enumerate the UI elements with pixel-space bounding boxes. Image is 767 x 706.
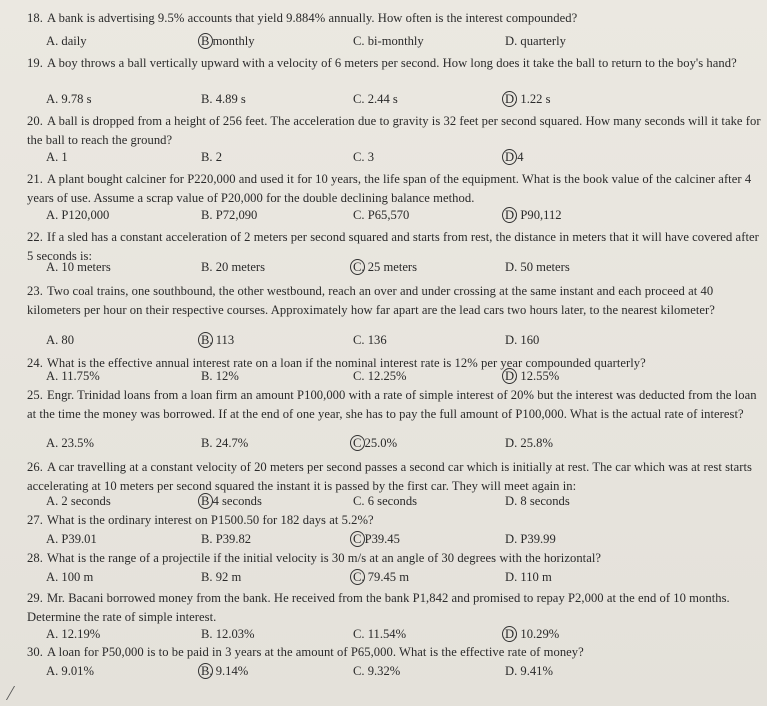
choice-b	[201, 206, 257, 224]
choice-value: 10 meters	[61, 260, 111, 274]
choice-c	[353, 331, 387, 349]
choice-d	[505, 625, 559, 643]
choice-letter: C.	[353, 92, 365, 106]
circled-choice-letter: C	[353, 436, 362, 450]
choice-value: P120,000	[61, 208, 110, 222]
circled-choice-letter: D	[505, 150, 515, 164]
choice-c	[353, 434, 397, 452]
question-27-text	[27, 511, 762, 530]
choice-letter: A.	[46, 208, 59, 222]
question-21-choices	[46, 206, 766, 226]
choice-b	[201, 90, 246, 108]
choice-c	[353, 367, 407, 385]
choice-value: 12.19%	[61, 627, 101, 641]
question-prompt: A plant bought calciner for P220,000 and used it for 10 years, the life span of the equipment. What is the book value of the calciner after 4 years of use. Assume a scrap value of P20,000 for the double declining balance method.	[27, 172, 752, 205]
choice-letter: D.	[505, 34, 518, 48]
choice-value: 9.14%	[215, 664, 249, 678]
choice-value: 4.89 s	[215, 92, 246, 106]
choice-value: 4	[517, 150, 524, 164]
choice-value: 9.41%	[520, 664, 553, 678]
circled-choice-letter: D.	[505, 208, 518, 222]
choice-value: 136	[367, 333, 387, 347]
choice-d	[505, 258, 570, 276]
question-20-choices	[46, 148, 766, 168]
question-number: 22.	[27, 230, 43, 244]
question-19-choices	[46, 90, 766, 110]
choice-b	[201, 625, 255, 643]
choice-letter: C.	[353, 369, 365, 383]
choice-letter: A.	[46, 150, 59, 164]
choice-value: 160	[520, 333, 540, 347]
circled-choice-letter: B.	[201, 664, 213, 678]
choice-letter: B.	[201, 150, 213, 164]
question-number: 29.	[27, 591, 43, 605]
question-20-text	[27, 112, 762, 149]
question-prompt: What is the effective annual interest rate on a loan if the nominal interest rate is 12% per year compounded quarterly?	[47, 356, 646, 370]
question-21-text	[27, 170, 762, 207]
question-25-text	[27, 386, 762, 423]
question-number: 19.	[27, 56, 43, 70]
choice-d	[505, 32, 566, 50]
choice-letter: A.	[46, 369, 59, 383]
choice-value: 10.29%	[520, 627, 560, 641]
choice-value: 3	[367, 150, 375, 164]
choice-letter: C.	[353, 34, 365, 48]
choice-value: 9.32%	[367, 664, 401, 678]
choice-a	[46, 662, 94, 680]
choice-a	[46, 206, 109, 224]
choice-c	[353, 206, 409, 224]
choice-b	[201, 331, 234, 349]
question-prompt: What is the range of a projectile if the initial velocity is 30 m/s at an angle of 30 degrees with the horizontal?	[47, 551, 602, 565]
question-18-text	[27, 9, 762, 28]
choice-value: 9.78 s	[61, 92, 92, 106]
choice-value: P39.82	[215, 532, 252, 546]
choice-value: 92 m	[215, 570, 242, 584]
choice-value: 25 meters	[367, 260, 418, 274]
choice-c	[353, 90, 398, 108]
question-19-text	[27, 54, 762, 73]
choice-value: 23.5%	[61, 436, 94, 450]
question-30-text	[27, 643, 762, 662]
choice-letter: C.	[353, 150, 365, 164]
choice-value: monthly	[212, 34, 255, 48]
question-29-text	[27, 589, 762, 626]
question-number: 21.	[27, 172, 43, 186]
choice-letter: B.	[201, 92, 213, 106]
choice-letter: A.	[46, 570, 59, 584]
circled-choice-letter: C	[353, 532, 362, 546]
choice-letter: C.	[353, 627, 365, 641]
choice-value: 11.75%	[61, 369, 100, 383]
choice-value: bi-monthly	[367, 34, 424, 48]
choice-letter: D.	[505, 570, 518, 584]
choice-value: P90,112	[520, 208, 562, 222]
choice-letter: C.	[353, 664, 365, 678]
circled-choice-letter: B	[201, 34, 210, 48]
question-29-choices	[46, 625, 766, 645]
choice-value: P72,090	[215, 208, 258, 222]
choice-value: quarterly	[520, 34, 566, 48]
question-prompt: Mr. Bacani borrowed money from the bank. He received from the bank P1,842 and promised to repay P2,000 at the end of 10 months. Determine the rate of simple interest.	[27, 591, 730, 624]
choice-b	[201, 258, 265, 276]
choice-d	[505, 331, 539, 349]
question-prompt: A boy throws a ball vertically upward with a velocity of 6 meters per second. How long does it take the ball to return to the boy's hand?	[47, 56, 737, 70]
choice-d	[505, 367, 559, 385]
question-26-choices	[46, 492, 766, 512]
question-prompt: What is the ordinary interest on P1500.50 for 182 days at 5.2%?	[47, 513, 374, 527]
choice-value: 2.44 s	[367, 92, 398, 106]
choice-letter: A.	[46, 532, 59, 546]
choice-value: 6 seconds	[367, 494, 418, 508]
question-28-choices	[46, 568, 766, 588]
choice-d	[505, 662, 553, 680]
choice-value: 2 seconds	[61, 494, 111, 508]
choice-value: P65,570	[367, 208, 410, 222]
choice-b	[201, 662, 248, 680]
question-number: 18.	[27, 11, 43, 25]
choice-letter: C.	[353, 494, 365, 508]
choice-d	[505, 568, 552, 586]
choice-value: 20 meters	[215, 260, 266, 274]
choice-letter: D.	[505, 260, 518, 274]
choice-letter: A.	[46, 260, 59, 274]
question-prompt: A loan for P50,000 is to be paid in 3 years at the amount of P65,000. What is the effective rate of money?	[47, 645, 584, 659]
choice-a	[46, 90, 92, 108]
question-number: 30.	[27, 645, 43, 659]
choice-letter: B.	[201, 436, 213, 450]
choice-value: 12.55%	[520, 369, 560, 383]
choice-letter: A.	[46, 436, 59, 450]
question-prompt: If a sled has a constant acceleration of 2 meters per second squared and starts from rest, the distance in meters that it will have covered after 5 seconds is:	[27, 230, 759, 263]
choice-value: 80	[61, 333, 74, 347]
choice-c	[353, 148, 374, 166]
question-26-text	[27, 458, 762, 495]
choice-value: 1	[61, 150, 68, 164]
choice-value: 4 seconds	[212, 494, 262, 508]
choice-letter: B.	[201, 369, 213, 383]
choice-value: 50 meters	[520, 260, 570, 274]
choice-value: 12.25%	[367, 369, 407, 383]
question-prompt: Engr. Trinidad loans from a loan firm an amount P100,000 with a rate of simple interest of 20% but the interest was deducted from the loan at the time the money was borrowed. If at the end of one year, she has to pay the full amount of P100,000. What is the actual rate of interest?	[27, 388, 757, 421]
choice-letter: A.	[46, 34, 59, 48]
pen-check-mark	[6, 686, 33, 700]
circled-choice-letter: D.	[505, 92, 518, 106]
question-number: 24.	[27, 356, 43, 370]
choice-value: 11.54%	[367, 627, 407, 641]
choice-letter: A.	[46, 333, 59, 347]
choice-letter: B.	[201, 532, 213, 546]
choice-value: 79.45 m	[367, 570, 409, 584]
choice-d	[505, 492, 570, 510]
choice-d	[505, 206, 562, 224]
choice-c	[353, 32, 424, 50]
choice-letter: D.	[505, 436, 518, 450]
choice-b	[201, 32, 255, 50]
choice-c	[353, 625, 406, 643]
choice-value: 2	[215, 150, 223, 164]
question-28-text	[27, 549, 762, 568]
circled-choice-letter: B	[201, 494, 210, 508]
choice-b	[201, 568, 241, 586]
choice-letter: D.	[505, 333, 518, 347]
choice-letter: D.	[505, 494, 518, 508]
choice-letter: B.	[201, 570, 213, 584]
choice-value: P39.01	[61, 532, 97, 546]
choice-c	[353, 258, 417, 276]
choice-a	[46, 331, 74, 349]
choice-value: daily	[61, 34, 87, 48]
choice-b	[201, 434, 248, 452]
choice-value: 12.03%	[215, 627, 255, 641]
choice-value: 1.22 s	[520, 92, 551, 106]
choice-letter: B.	[201, 208, 213, 222]
choice-value: 25.8%	[520, 436, 553, 450]
choice-letter: C.	[353, 208, 365, 222]
choice-a	[46, 148, 68, 166]
choice-a	[46, 258, 111, 276]
choice-value: 24.7%	[215, 436, 249, 450]
circled-choice-letter: C.	[353, 570, 365, 584]
question-prompt: A ball is dropped from a height of 256 feet. The acceleration due to gravity is 32 feet per second squared. How many seconds will it take for the ball to reach the ground?	[27, 114, 761, 147]
circled-choice-letter: B.	[201, 333, 213, 347]
question-number: 27.	[27, 513, 43, 527]
choice-b	[201, 492, 262, 510]
choice-letter: B.	[201, 260, 213, 274]
choice-a	[46, 434, 94, 452]
choice-c	[353, 530, 400, 548]
choice-value: 25.0%	[364, 436, 398, 450]
choice-value: P39.99	[520, 532, 556, 546]
question-number: 25.	[27, 388, 43, 402]
choice-c	[353, 568, 409, 586]
question-18-choices	[46, 32, 766, 52]
circled-choice-letter: D.	[505, 627, 518, 641]
choice-letter: D.	[505, 532, 518, 546]
choice-a	[46, 32, 87, 50]
choice-letter: A.	[46, 494, 59, 508]
choice-b	[201, 367, 239, 385]
circled-choice-letter: C.	[353, 260, 365, 274]
choice-value: 9.01%	[61, 664, 94, 678]
choice-a	[46, 492, 111, 510]
choice-letter: D.	[505, 664, 518, 678]
question-22-choices	[46, 258, 766, 278]
choice-letter: A.	[46, 92, 59, 106]
choice-value: 110 m	[520, 570, 552, 584]
choice-c	[353, 492, 417, 510]
choice-letter: C.	[353, 333, 365, 347]
choice-d	[505, 434, 553, 452]
question-25-choices	[46, 434, 766, 454]
choice-value: 100 m	[61, 570, 94, 584]
question-number: 26.	[27, 460, 43, 474]
choice-d	[505, 530, 556, 548]
question-30-choices	[46, 662, 766, 682]
choice-letter: B.	[201, 627, 213, 641]
choice-a	[46, 625, 100, 643]
question-prompt: Two coal trains, one southbound, the other westbound, reach an over and under crossing at the same instant and each proceed at 40 kilometers per hour on their respective courses. Approximately how far apart are the lead cars two hours later, to the nearest kilometer?	[27, 284, 715, 317]
question-number: 28.	[27, 551, 43, 565]
question-number: 23.	[27, 284, 43, 298]
question-23-choices	[46, 331, 766, 351]
choice-b	[201, 148, 222, 166]
choice-value: 113	[215, 333, 235, 347]
choice-value: P39.45	[364, 532, 400, 546]
choice-a	[46, 367, 100, 385]
question-prompt: A car travelling at a constant velocity of 20 meters per second passes a second car which is initially at rest. The car which was at rest starts accelerating at 10 meters per second squared the instant it is passed by the first car. They will meet again in:	[27, 460, 752, 493]
choice-value: 12%	[215, 369, 239, 383]
choice-a	[46, 568, 93, 586]
choice-d	[505, 148, 524, 166]
question-24-choices	[46, 367, 766, 387]
choice-letter: A.	[46, 627, 59, 641]
choice-d	[505, 90, 551, 108]
question-27-choices	[46, 530, 766, 550]
choice-c	[353, 662, 400, 680]
choice-letter: A.	[46, 664, 59, 678]
choice-value: 8 seconds	[520, 494, 570, 508]
choice-b	[201, 530, 251, 548]
choice-a	[46, 530, 97, 548]
question-number: 20.	[27, 114, 43, 128]
circled-choice-letter: D.	[505, 369, 518, 383]
question-prompt: A bank is advertising 9.5% accounts that yield 9.884% annually. How often is the interest compounded?	[47, 11, 578, 25]
question-23-text	[27, 282, 762, 319]
